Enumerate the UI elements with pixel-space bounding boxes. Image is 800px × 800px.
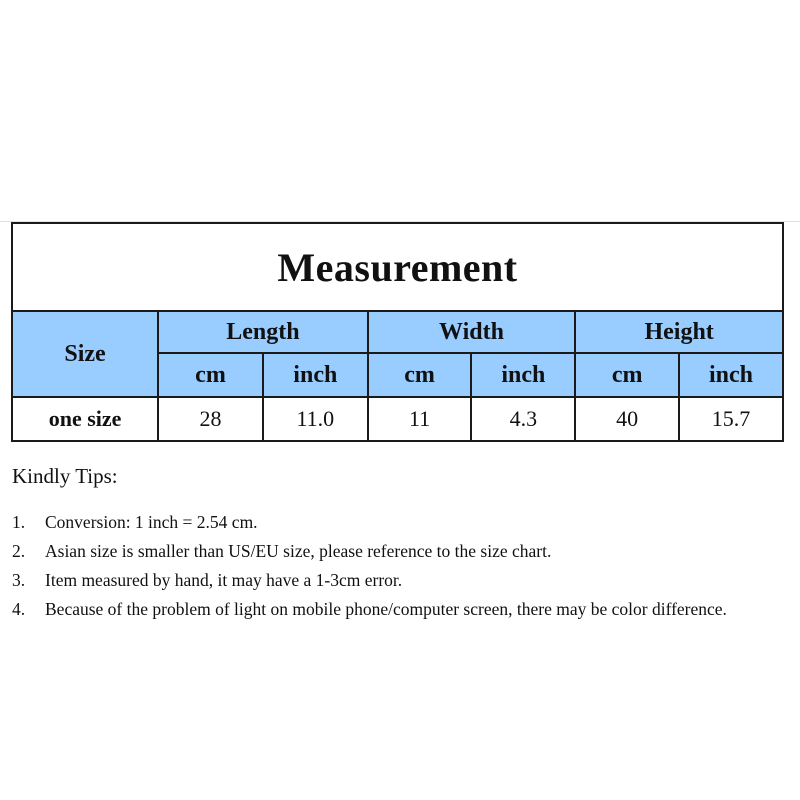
height-header: Height (575, 311, 783, 353)
length-inch-header: inch (263, 353, 368, 397)
tips-section (12, 462, 787, 624)
length-cm-header: cm (158, 353, 263, 397)
width-header: Width (368, 311, 576, 353)
length-header: Length (158, 311, 368, 353)
list-number: 1. (12, 512, 26, 532)
width-cm-value: 11 (368, 397, 472, 441)
length-inch-value: 11.0 (263, 397, 368, 441)
height-cm-header: cm (575, 353, 679, 397)
list-item (12, 508, 787, 537)
measurement-table (11, 222, 784, 442)
tips-heading: Kindly Tips: (12, 464, 118, 488)
height-inch-value: 15.7 (679, 397, 783, 441)
tip-text: Item measured by hand, it may have a 1-3cm error. (45, 570, 403, 590)
length-cm-value: 28 (158, 397, 263, 441)
tips-list (12, 508, 787, 624)
list-item (12, 595, 787, 624)
list-number: 3. (12, 570, 26, 590)
width-inch-value: 4.3 (471, 397, 575, 441)
tip-text: Conversion: 1 inch = 2.54 cm. (45, 512, 258, 532)
list-item (12, 537, 787, 566)
size-value: one size (12, 397, 158, 441)
tip-text: Because of the problem of light on mobile phone/computer screen, there may be color difference. (45, 599, 727, 619)
size-column-header: Size (12, 311, 158, 397)
height-cm-value: 40 (575, 397, 679, 441)
table-title: Measurement (12, 223, 783, 311)
width-cm-header: cm (368, 353, 472, 397)
table-row (12, 397, 783, 441)
list-item (12, 566, 787, 595)
width-inch-header: inch (471, 353, 575, 397)
height-inch-header: inch (679, 353, 783, 397)
list-number: 2. (12, 541, 26, 561)
tip-text: Asian size is smaller than US/EU size, please reference to the size chart. (45, 541, 552, 561)
list-number: 4. (12, 599, 26, 619)
